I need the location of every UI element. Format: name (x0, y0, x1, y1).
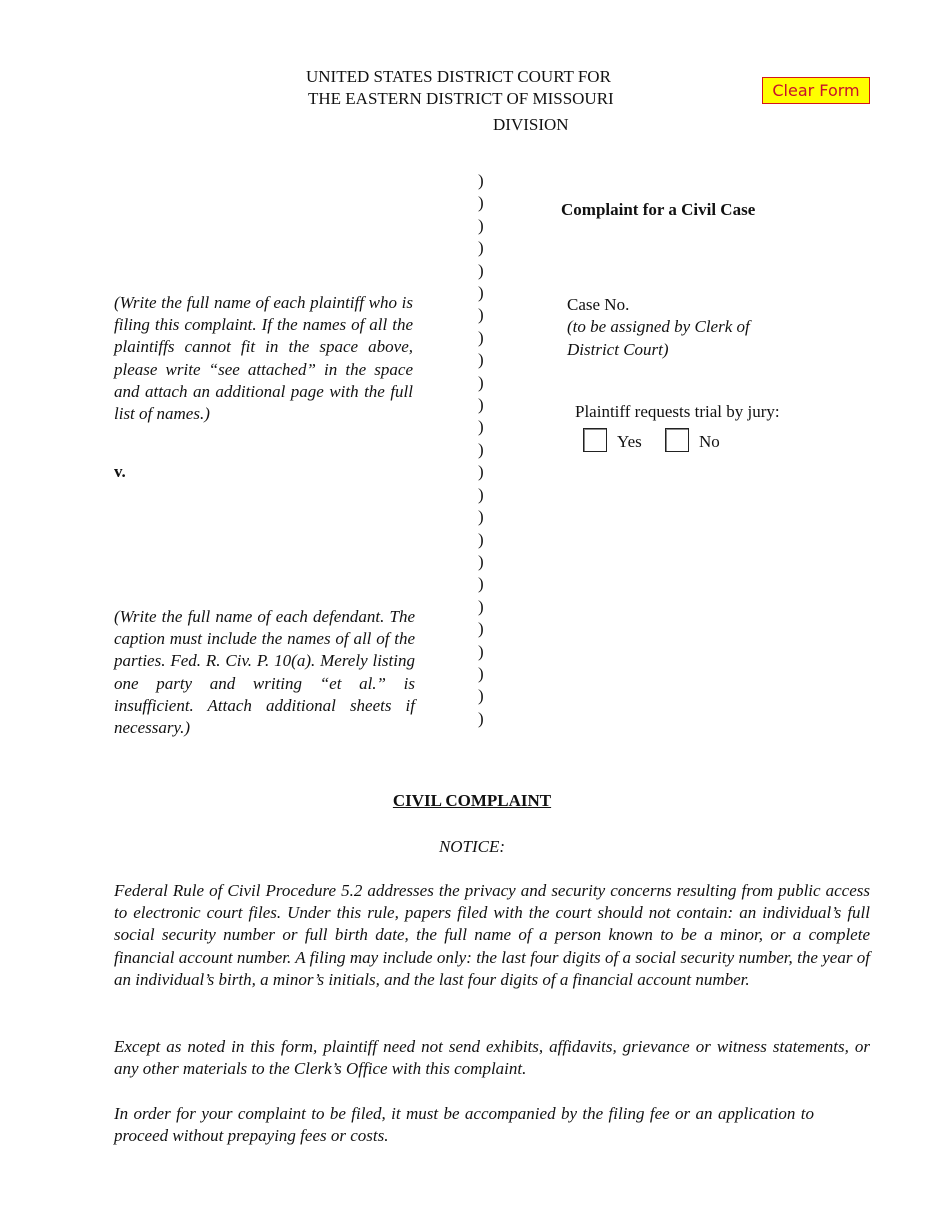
plaintiff-instructions: (Write the full name of each plaintiff who is filing this complaint. If the names of all the plaintiffs cannot fit in the space above, please write “see attached” in the space and attach an additional page with the full list of names.) (114, 293, 413, 424)
caption-paren: ) (478, 193, 484, 213)
civil-complaint-heading: CIVIL COMPLAINT (392, 791, 552, 810)
caption-paren: ) (478, 171, 484, 190)
jury-question: Plaintiff requests trial by jury: (575, 402, 780, 421)
caption-paren: ) (478, 574, 484, 594)
defendant-instructions: (Write the full name of each defendant. The caption must include the names of all of the parties. Fed. R. Civ. P. 10(a). Merely listing one party and writing “et al.” is insufficient. Attach additional sheets if necessary.) (114, 607, 415, 738)
caption-paren: ) (478, 372, 484, 392)
caption-paren: ) (478, 484, 484, 504)
division-label: DIVISION (493, 115, 569, 134)
caption-paren: ) (478, 215, 484, 235)
privacy-notice-paragraph: Federal Rule of Civil Procedure 5.2 addresses the privacy and security concerns resulting from public access to electronic court files. Under this rule, papers filed with the court should not contain: an individual’s full social security number or full birth date, the full name of a person known to be a minor, or a complete financial account number. A filing may include only: the last four digits of a social security number, the year of an individual’s birth, a minor’s initials, and the last four digits of a financial account number. (114, 881, 870, 989)
caption-paren: ) (478, 305, 484, 325)
court-name-line-2: THE EASTERN DISTRICT OF MISSOURI (308, 89, 614, 108)
caption-paren: ) (478, 350, 484, 370)
caption-paren: ) (478, 686, 484, 706)
jury-yes-label: Yes (617, 432, 642, 451)
jury-yes-checkbox[interactable] (583, 428, 607, 452)
caption-paren: ) (478, 327, 484, 347)
materials-notice-paragraph: Except as noted in this form, plaintiff need not send exhibits, affidavits, grievance or witness statements, or any other materials to the Clerk’s Office with this complaint. (114, 1037, 870, 1079)
jury-no-label: No (699, 432, 720, 451)
caption-paren: ) (478, 260, 484, 280)
filing-fee-notice-paragraph: In order for your complaint to be filed, it must be accompanied by the filing fee or an application to proceed without prepaying fees or costs. (114, 1104, 814, 1146)
court-name-line-1: UNITED STATES DISTRICT COURT FOR (306, 67, 611, 86)
caption-paren: ) (478, 596, 484, 616)
case-number-label: Case No. (567, 295, 630, 314)
caption-paren: ) (478, 619, 484, 639)
caption-paren: ) (478, 417, 484, 437)
case-number-note-line-2: District Court) (567, 340, 669, 359)
caption-divider (478, 170, 492, 730)
case-number-note-line-1: (to be assigned by Clerk of (567, 317, 750, 336)
notice-label: NOTICE: (438, 837, 506, 856)
caption-paren: ) (478, 529, 484, 549)
caption-paren: ) (478, 462, 484, 482)
caption-paren: ) (478, 641, 484, 661)
caption-paren: ) (478, 439, 484, 459)
caption-paren: ) (478, 507, 484, 527)
complaint-title: Complaint for a Civil Case (561, 200, 756, 219)
jury-no-checkbox[interactable] (665, 428, 689, 452)
caption-paren: ) (478, 283, 484, 303)
versus-label: v. (114, 462, 126, 481)
caption-paren: ) (478, 395, 484, 415)
caption-paren: ) (478, 663, 484, 683)
clear-form-button[interactable]: Clear Form (762, 77, 870, 104)
caption-paren: ) (478, 551, 484, 571)
caption-paren: ) (478, 238, 484, 258)
caption-paren: ) (478, 708, 484, 728)
